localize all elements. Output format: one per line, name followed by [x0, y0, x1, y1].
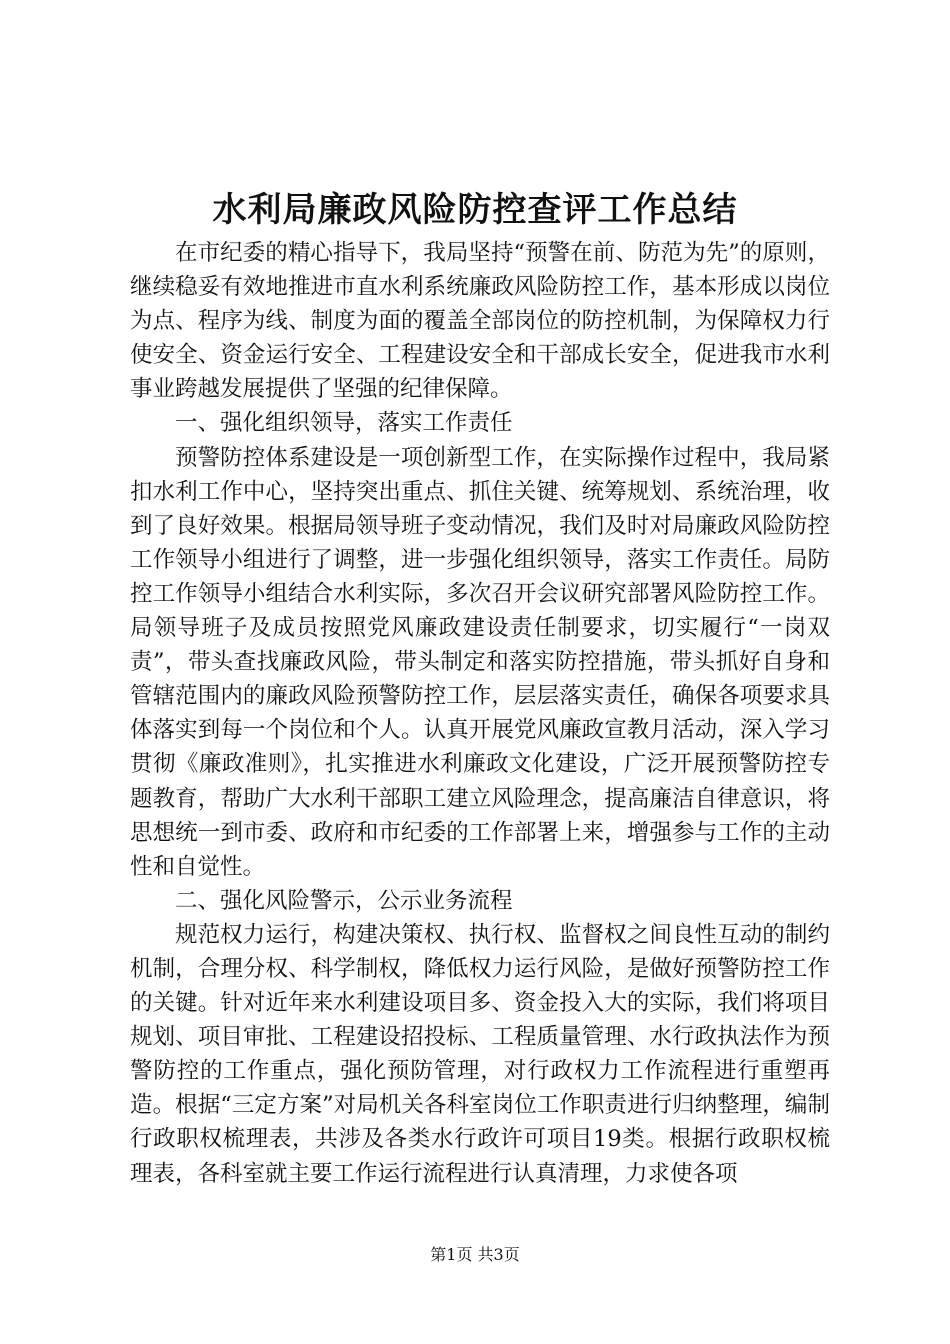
- paragraph-intro: 在市纪委的精心指导下，我局坚持“预警在前、防范为先”的原则，继续稳妥有效地推进市直水利系统廉政风险防控工作，基本形成以岗位为点、程序为线、制度为面的覆盖全部岗位的防控机制，为保障权力行使安全、资金运行安全、工程建设安全和干部成长安全，促进我市水利事业跨越发展提供了坚强的纪律保障。: [130, 240, 830, 403]
- paragraph-section-1: 预警防控体系建设是一项创新型工作，在实际操作过程中，我局紧扣水利工作中心，坚持突出重点、抓住关键、统筹规划、系统治理，收到了良好效果。根据局领导班子变动情况，我们及时对局廉政风险防控工作领导小组进行了调整，进一步强化组织领导，落实工作责任。局防控工作领导小组结合水利实际，多次召开会议研究部署风险防控工作。局领导班子及成员按照党风廉政建设责任制要求，切实履行“一岗双责”，带头查找廉政风险，带头制定和落实防控措施，带头抓好自身和管辖范围内的廉政风险预警防控工作，层层落实责任，确保各项要求具体落实到每一个岗位和个人。认真开展党风廉政宣教月活动，深入学习贯彻《廉政准则》，扎实推进水利廉政文化建设，广泛开展预警防控专题教育，帮助广大水利干部职工建立风险理念，提高廉洁自律意识，将思想统一到市委、政府和市纪委的工作部署上来，增强参与工作的主动性和自觉性。: [130, 444, 830, 880]
- paragraph-section-2: 规范权力运行，构建决策权、执行权、监督权之间良性互动的制约机制，合理分权、科学制权，降低权力运行风险，是做好预警防控工作的关键。针对近年来水利建设项目多、资金投入大的实际，我们将项目规划、项目审批、工程建设招投标、工程质量管理、水行政执法作为预警防控的工作重点，强化预防管理，对行政权力工作流程进行重塑再造。根据“三定方案”对局机关各科室岗位工作职责进行归纳整理，编制行政职权梳理表，共涉及各类水行政许可项目19类。根据行政职权梳理表，各科室就主要工作运行流程进行认真清理，力求使各项: [130, 921, 830, 1187]
- section-heading-1: 一、强化组织领导，落实工作责任: [175, 410, 513, 437]
- document-body: [130, 236, 830, 1191]
- document-title: 水利局廉政风险防控查评工作总结: [212, 190, 738, 230]
- section-heading-2: 二、强化风险警示，公示业务流程: [175, 887, 513, 914]
- page-number-footer: 第1页 共3页: [430, 1245, 520, 1264]
